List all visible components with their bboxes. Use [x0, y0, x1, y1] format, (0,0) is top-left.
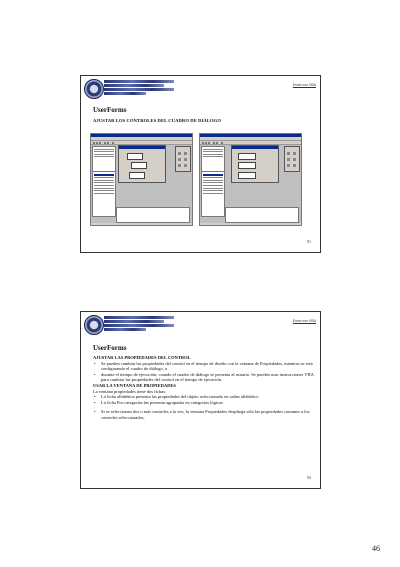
corner-label: Excel con VBA: [292, 319, 316, 323]
properties-pane: [201, 171, 225, 217]
toolbox-window: [284, 146, 300, 172]
university-banner: [84, 79, 174, 101]
toolbox-window: [175, 146, 191, 172]
status-bar: [200, 223, 301, 225]
status-bar: [91, 223, 192, 225]
slide-body: [93, 355, 315, 421]
slide-subtitle: AJUSTAR LOS CONTROLES DEL CUADRO DE DIÁLOGO: [93, 118, 222, 123]
banner-text-graphic: [104, 316, 174, 334]
userform-window: [231, 145, 279, 183]
properties-pane: [92, 171, 116, 217]
bullet-item: • La ficha alfabética presenta las propiedades del objeto seleccionado en orden alfabético: [93, 394, 315, 400]
intro-text: La ventana propiedades tiene dos fichas:: [93, 388, 167, 394]
slide-title: UserForms: [93, 344, 127, 352]
slide-title: UserForms: [93, 106, 127, 114]
page-number: 46: [372, 544, 380, 553]
form-button-control: [129, 172, 145, 179]
immediate-window: [225, 207, 299, 223]
project-explorer-pane: [201, 146, 225, 172]
slide-92: [80, 311, 321, 489]
bullet-item: • Se pueden cambiar las propiedades del control en el tiempo de diseño con la ventana de Propiedades, mientras se está configurando el cuadro de diálogo, o: [93, 361, 315, 372]
project-explorer-pane: [92, 146, 116, 172]
slide-91: [80, 75, 321, 253]
userform-window: [118, 145, 166, 183]
form-label-control: [238, 153, 256, 160]
university-seal-icon: [84, 315, 104, 335]
bullet-item: • La ficha Por categorías las presenta agrupadas en categorías lógicas: [93, 400, 315, 406]
form-label-control: [127, 153, 143, 160]
bullet-item: • durante el tiempo de ejecución, cuando el cuadro de diálogo se presenta al usuario. Se pueden usar instrucciones VBA para cambiar las propiedades del control en el tiempo de ejecución.: [93, 372, 315, 383]
immediate-window: [116, 207, 190, 223]
vba-editor-screenshot-left: [90, 133, 193, 226]
form-textbox-control: [131, 162, 147, 169]
slide-page-number: 92: [307, 475, 311, 480]
slide-page-number: 91: [307, 239, 311, 244]
university-seal-icon: [84, 79, 104, 99]
form-button-control: [238, 172, 256, 179]
section-heading: AJUSTAR LAS PROPIEDADES DEL CONTROL: [93, 355, 191, 360]
vba-editor-screenshot-right: [199, 133, 302, 226]
corner-label: Excel con VBA: [292, 83, 316, 87]
section-heading: USAR LA VENTANA DE PROPIEDADES: [93, 382, 176, 388]
form-textbox-control: [238, 162, 256, 169]
bullet-item: • Si se seleccionan dos o más controles a la vez, la ventana Propiedades despliega sólo las propiedades comunes a los controles seleccionados.: [93, 409, 315, 420]
university-banner: [84, 315, 174, 337]
banner-text-graphic: [104, 80, 174, 98]
